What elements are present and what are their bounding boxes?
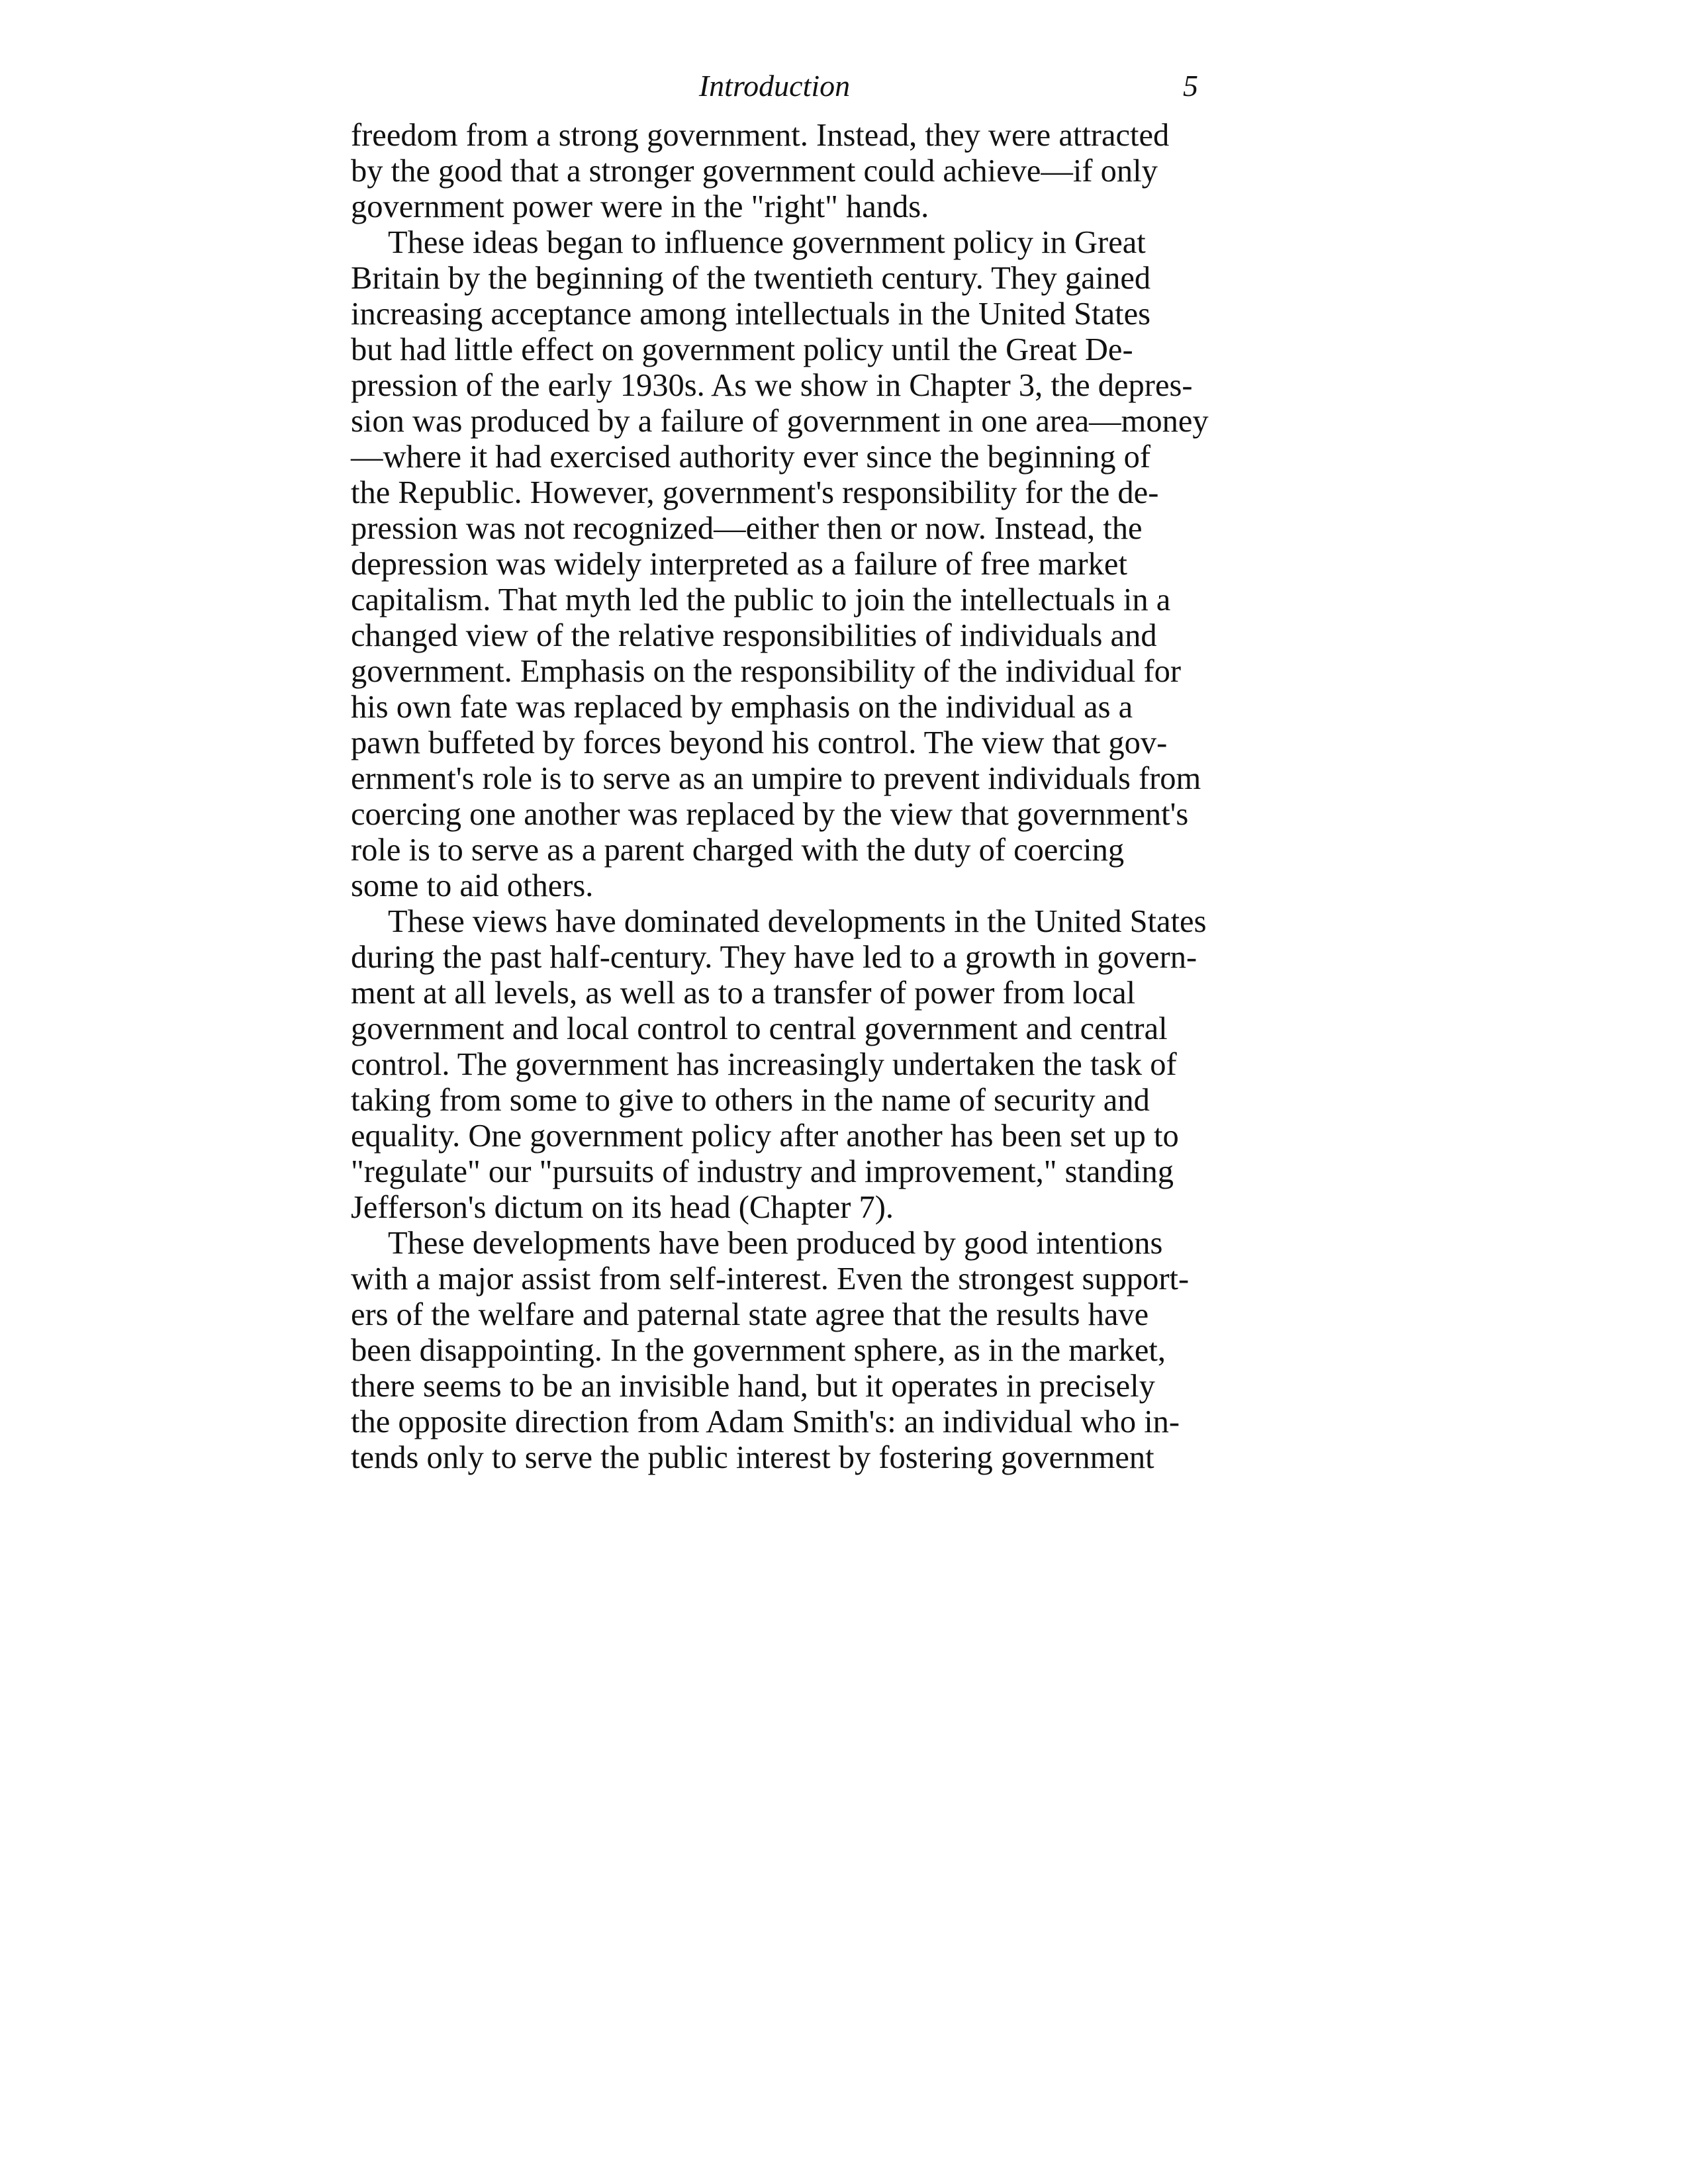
text-line: capitalism. That myth led the public to join the intellectuals in a [351, 582, 1171, 617]
text-line: pression of the early 1930s. As we show in Chapter 3, the depres- [351, 368, 1193, 403]
text-line: government. Emphasis on the responsibility of the individual for [351, 654, 1182, 689]
text-line: ment at all levels, as well as to a transfer of power from local [351, 976, 1136, 1011]
paragraph [351, 225, 1209, 904]
text-line: government and local control to central government and central [351, 1011, 1168, 1046]
text-line: Britain by the beginning of the twentieth century. They gained [351, 261, 1151, 296]
body-text [351, 118, 1209, 1476]
text-line: "regulate" our "pursuits of industry and improvement," standing [351, 1154, 1174, 1189]
text-line: by the good that a stronger government could achieve—if only [351, 154, 1158, 189]
page-number: 5 [1183, 69, 1198, 103]
paragraph [351, 1226, 1205, 1476]
text-line: government power were in the "right" hands. [351, 189, 929, 224]
text-line: These developments have been produced by good intentions [388, 1226, 1163, 1261]
text-line: pression was not recognized—either then or now. Instead, the [351, 511, 1143, 546]
text-line: depression was widely interpreted as a failure of free market [351, 547, 1127, 582]
text-line: the Republic. However, government's responsibility for the de- [351, 475, 1159, 510]
text-line: ernment's role is to serve as an umpire to prevent individuals from [351, 761, 1201, 796]
text-line: there seems to be an invisible hand, but it operates in precisely [351, 1369, 1155, 1404]
text-line: freedom from a strong government. Instead, they were attracted [351, 118, 1170, 153]
text-line: sion was produced by a failure of government in one area—money [351, 404, 1209, 439]
text-line: ers of the welfare and paternal state agree that the results have [351, 1297, 1149, 1332]
text-line: equality. One government policy after another has been set up to [351, 1118, 1179, 1154]
text-line: been disappointing. In the government sphere, as in the market, [351, 1333, 1166, 1368]
paragraph [351, 118, 1205, 225]
text-line: some to aid others. [351, 868, 594, 903]
text-line: with a major assist from self-interest. Even the strongest support- [351, 1261, 1190, 1297]
text-line: role is to serve as a parent charged with the duty of coercing [351, 833, 1125, 868]
text-line: These ideas began to influence government policy in Great [388, 225, 1146, 260]
text-line: during the past half-century. They have led to a growth in govern- [351, 940, 1197, 975]
text-line: changed view of the relative responsibilities of individuals and [351, 618, 1157, 653]
running-head [351, 66, 1198, 106]
text-line: but had little effect on government policy until the Great De- [351, 332, 1133, 367]
text-line: tends only to serve the public interest by fostering government [351, 1440, 1154, 1475]
chapter-title: Introduction [698, 69, 851, 103]
text-line: the opposite direction from Adam Smith's: an individual who in- [351, 1404, 1180, 1439]
text-line: increasing acceptance among intellectuals in the United States [351, 296, 1151, 332]
paragraph [351, 904, 1205, 1226]
text-line: control. The government has increasingly undertaken the task of [351, 1047, 1177, 1082]
text-line: —where it had exercised authority ever since the beginning of [351, 439, 1151, 475]
text-line: taking from some to give to others in the name of security and [351, 1083, 1150, 1118]
text-line: These views have dominated developments in the United States [388, 904, 1207, 939]
text-line: coercing one another was replaced by the view that government's [351, 797, 1189, 832]
text-line: his own fate was replaced by emphasis on the individual as a [351, 690, 1133, 725]
text-line: Jefferson's dictum on its head (Chapter 7). [351, 1190, 894, 1225]
text-line: pawn buffeted by forces beyond his control. The view that gov- [351, 725, 1168, 760]
